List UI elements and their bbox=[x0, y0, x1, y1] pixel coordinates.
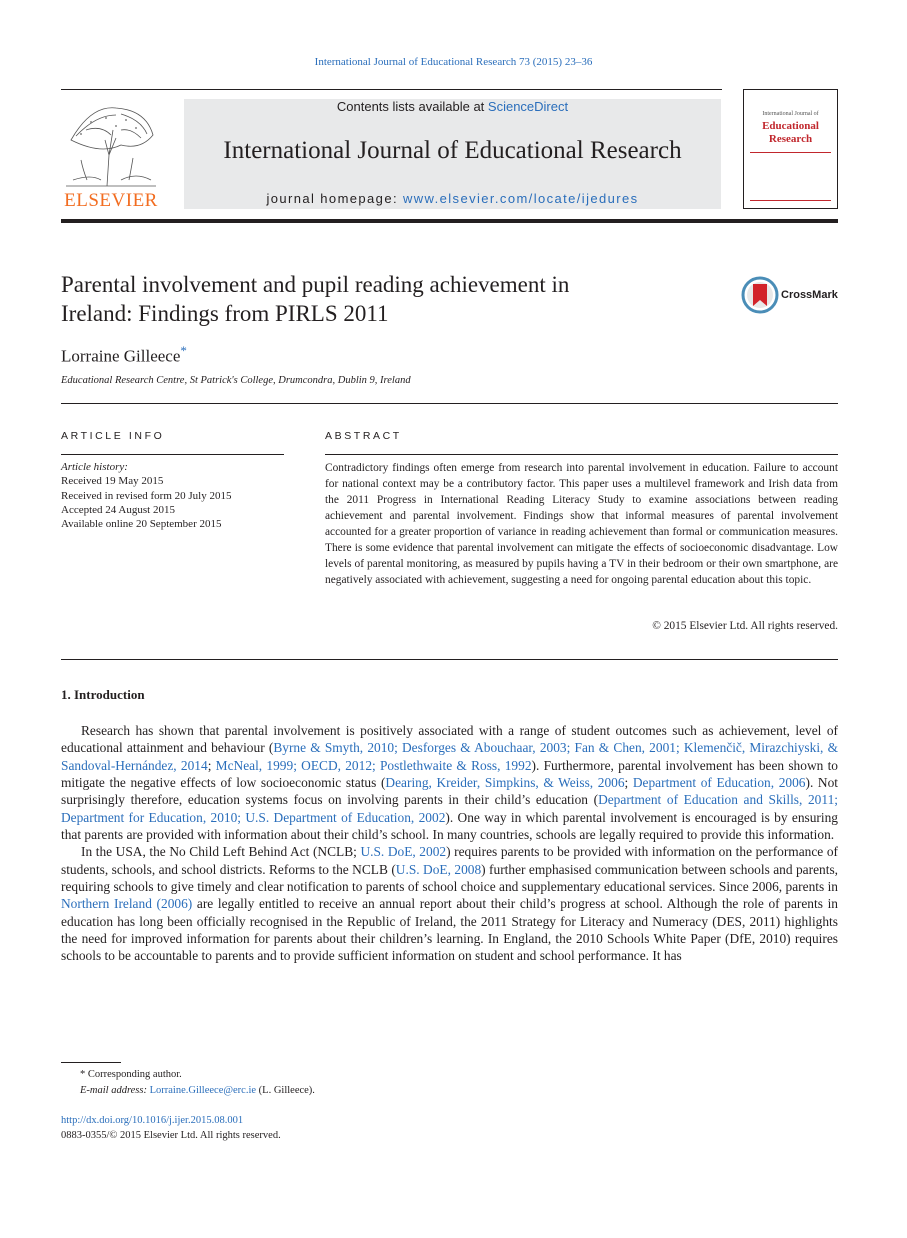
citation-link[interactable]: Department of Education, 2006 bbox=[632, 775, 806, 791]
paragraph-text: In the USA, the No Child Left Behind Act (NCLB; bbox=[81, 844, 361, 860]
author-name bbox=[61, 343, 187, 367]
corresponding-author-mark[interactable]: * bbox=[180, 343, 187, 358]
section-rule-top bbox=[61, 403, 838, 404]
elsevier-logo[interactable] bbox=[61, 100, 161, 212]
citation-link[interactable]: Northern Ireland (2006) bbox=[61, 896, 193, 912]
citation-link[interactable]: Byrne & Smyth, 2010; Desforges & Abouchaar, 2003; Fan & Chen, 2001; Klemenčič, Mirazchiyski, & Sandoval-Hernández, 2014 bbox=[61, 740, 838, 773]
paragraph-text: Research has shown that parental involvement is positively associated with a range of student outcomes such as achievement, level of educational attainment and behaviour ( bbox=[61, 723, 838, 756]
introduction-heading: 1. Introduction bbox=[61, 687, 145, 702]
history-online: Available online 20 September 2015 bbox=[61, 518, 222, 531]
doi-block bbox=[61, 1114, 281, 1143]
paragraph-text: ) requires parents to be provided with information on the performance of students, schools, and school districts. Reforms to the NCLB ( bbox=[61, 844, 838, 877]
homepage-prefix: journal homepage: bbox=[266, 191, 403, 206]
journal-cover-thumbnail[interactable] bbox=[743, 89, 838, 209]
paper-title bbox=[61, 270, 701, 328]
journal-title: International Journal of Educational Research bbox=[223, 137, 682, 164]
paragraph-text: ). One way in which parental involvement is encouraged is by ensuring that parents are provided with information about their child’s school. In many countries, schools are legally required to provide this information. bbox=[61, 809, 838, 843]
history-label: Article history: bbox=[61, 461, 128, 473]
contents-prefix: Contents lists available at bbox=[336, 99, 488, 114]
cover-subtitle: International Journal of bbox=[762, 111, 819, 117]
intro-paragraph-2 bbox=[61, 843, 838, 964]
paragraph-text: ) further emphasised communication between schools and parents, requiring schools to give timely and clear notification to parents of school choice and supplementary educational services. Since 2006, parents in bbox=[61, 861, 839, 895]
homepage-link[interactable]: www.elsevier.com/locate/ijedures bbox=[402, 191, 639, 206]
citation-link[interactable]: Dearing, Kreider, Simpkins, & Weiss, 2006 bbox=[385, 775, 625, 791]
section-rule-bottom bbox=[61, 659, 838, 660]
article-info-rule bbox=[61, 454, 284, 455]
email-suffix: (L. Gilleece). bbox=[256, 1084, 315, 1096]
tree-icon bbox=[61, 100, 161, 188]
abstract-rule bbox=[325, 454, 838, 455]
footnote-rule bbox=[61, 1062, 121, 1063]
paper-title-line2: Ireland: Findings from PIRLS 2011 bbox=[61, 301, 389, 326]
citation-link[interactable]: U.S. DoE, 2002 bbox=[360, 844, 447, 860]
footnote-email-line bbox=[61, 1083, 315, 1099]
footnote-mark: * bbox=[80, 1069, 86, 1080]
citation-link[interactable]: U.S. DoE, 2008 bbox=[395, 861, 482, 877]
masthead-thick-rule bbox=[61, 219, 838, 223]
paragraph-text: ; bbox=[207, 757, 216, 773]
paragraph-text: ). Not surprisingly therefore, education systems focus on involving parents in their child’s education ( bbox=[61, 775, 838, 808]
history-revised: Received in revised form 20 July 2015 bbox=[61, 489, 232, 502]
abstract-copyright: © 2015 Elsevier Ltd. All rights reserved. bbox=[652, 620, 838, 632]
footnote-corresponding bbox=[61, 1067, 315, 1083]
cover-title-line2: Research bbox=[768, 133, 813, 145]
elsevier-wordmark: ELSEVIER bbox=[64, 190, 158, 211]
journal-masthead bbox=[184, 99, 721, 209]
author-text: Lorraine Gilleece bbox=[61, 346, 181, 366]
doi-link[interactable]: http://dx.doi.org/10.1016/j.ijer.2015.08.001 bbox=[61, 1115, 244, 1126]
crossmark-label: CrossMark bbox=[781, 289, 838, 301]
citation-link[interactable]: McNeal, 1999; OECD, 2012; Postlethwaite & Ross, 1992 bbox=[215, 757, 532, 773]
cover-title bbox=[744, 120, 837, 146]
intro-paragraph-1 bbox=[61, 722, 838, 843]
footnote-text: Corresponding author. bbox=[85, 1069, 182, 1080]
paragraph-text: are legally entitled to receive an annual report about their child’s progress at school. Although the role of parents in education has long been officially recognised in the Republic of Ireland, the 2011 Strategy for Literacy and Numeracy (DES, 2011) highlights the need for improved information for parents about their children’s learning. In England, the 2010 Schools White Paper (DfE, 2010) requires schools to be accountable to parents and to provide sufficient information on student and school performance. It has bbox=[61, 896, 838, 964]
sciencedirect-link[interactable]: ScienceDirect bbox=[487, 99, 569, 114]
crossmark-badge[interactable] bbox=[741, 276, 841, 316]
cover-bottom-rule bbox=[750, 200, 831, 201]
history-received: Received 19 May 2015 bbox=[61, 475, 164, 488]
paragraph-text: ). Furthermore, parental involvement has been shown to mitigate the negative effects of low socioeconomic status ( bbox=[61, 757, 838, 791]
contents-line bbox=[184, 99, 721, 114]
email-label: E-mail address: bbox=[80, 1084, 150, 1096]
abstract-label: ABSTRACT bbox=[325, 430, 402, 442]
email-link[interactable]: Lorraine.Gilleece@erc.ie bbox=[149, 1084, 257, 1096]
citation-link[interactable]: Department of Education and Skills, 2011; Department for Education, 2010; U.S. Department of Education, 2002 bbox=[61, 792, 838, 825]
footnote bbox=[61, 1067, 315, 1098]
author-affiliation: Educational Research Centre, St Patrick's College, Drumcondra, Dublin 9, Ireland bbox=[61, 375, 411, 386]
history-accepted: Accepted 24 August 2015 bbox=[61, 503, 175, 516]
abstract-text: Contradictory findings often emerge from research into parental involvement in education. Failure to account for national context may be a contributory factor. This paper uses a multilevel framework and Irish data from the 2011 Progress in International Reading Literacy Study to examine associations between reading achievement and parental involvement. Findings show that informal measures of parental involvement accounted for a greater proportion of variance in reading achievement than formal or communication measures. There is some evidence that parental involvement can mitigate the effects of socioeconomic disadvantage. Low levels of parental monitoring, as measured by pupils having a TV in their bedroom or their own smartphone, are negatively associated with achievement, suggesting a need for ongoing parental education about this topic. bbox=[325, 462, 838, 586]
introduction-body bbox=[61, 722, 838, 965]
journal-homepage bbox=[184, 191, 721, 206]
issn-line: 0883-0355/© 2015 Elsevier Ltd. All rights reserved. bbox=[61, 1129, 281, 1141]
cover-title-line1: Educational bbox=[762, 120, 819, 132]
article-info-label: ARTICLE INFO bbox=[61, 430, 165, 442]
article-history bbox=[61, 460, 231, 531]
paper-title-line1: Parental involvement and pupil reading achievement in bbox=[61, 272, 570, 297]
paragraph-text: ; bbox=[624, 775, 633, 791]
journal-reference[interactable]: International Journal of Educational Research 73 (2015) 23–36 bbox=[314, 56, 593, 68]
cover-rule bbox=[750, 152, 831, 153]
crossmark-icon bbox=[741, 276, 779, 314]
header-rule bbox=[61, 89, 722, 90]
